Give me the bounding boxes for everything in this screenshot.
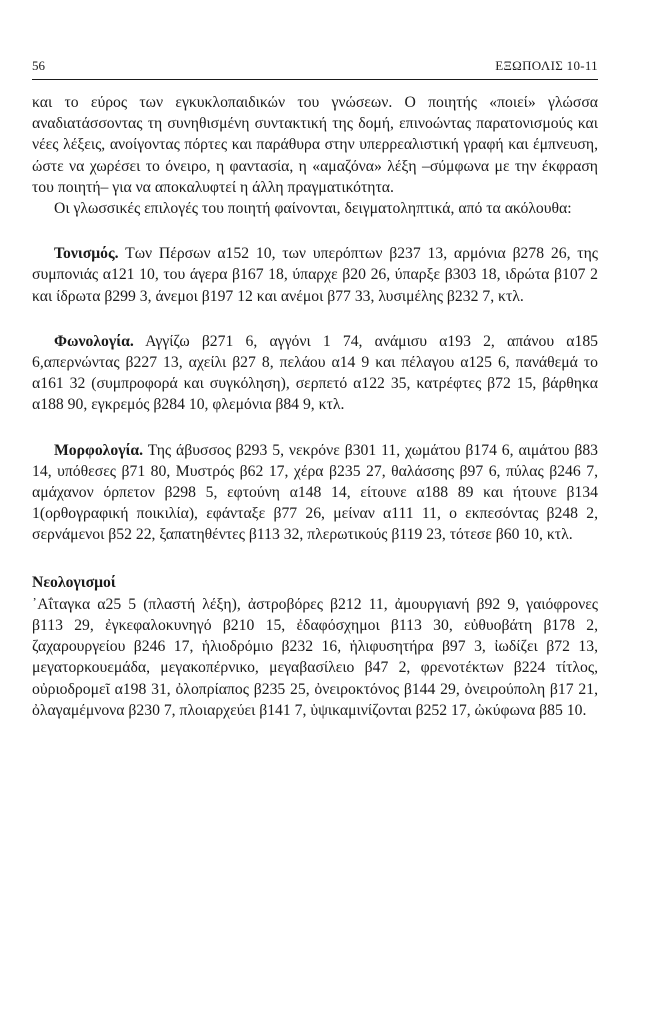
intro-paragraph: και το εύρος των εγκυκλοπαιδικών του γνώσεων. Ο ποιητής «ποιεί» γλώσσα αναδιατάσσοντας τη συνηθισμένη συντακτική της δομή, επινοώντας παρατονισμούς και νέες λέξεις, ανοίγοντας πόρτες και παράθυρα στην υπερρεαλιστική γραφή και έμπνευση, ώστε να χωρέσει το όνειρο, η φαντασία, η «αμαζόνα» λέξη –σύμφωνα με την έκφραση του ποιητή– για να αποκαλυφτεί η άλλη πραγματικότητα. bbox=[32, 94, 598, 196]
section-heading-tonismos: Τονισμός. bbox=[54, 245, 119, 263]
section-tonismos bbox=[32, 243, 598, 307]
section-fonologia bbox=[32, 331, 598, 416]
section-heading-neologismoi: Νεολογισμοί bbox=[32, 573, 116, 591]
running-header bbox=[32, 58, 598, 80]
section-heading-fonologia: Φωνολογία. bbox=[54, 332, 134, 350]
intro-paragraph-2: Οι γλωσσικές επιλογές του ποιητή φαίνονται, δειγματοληπτικά, από τα ακόλουθα: bbox=[54, 200, 572, 218]
section-body-tonismos: Των Πέρσων α152 10, των υπερόπτων β237 13, αρμόνια β278 26, της συμπονιάς α121 10, του άγερα β167 18, ύπαρχε β20 26, ύπαρξε β303 18, ιδρώτα β107 2 και ίδρωτα β299 3, άνεμοι β197 12 και ανέμοι β77 33, λυσιμέλης β232 7, κτλ. bbox=[32, 245, 599, 305]
page-body bbox=[32, 92, 598, 721]
section-heading-morfologia: Μορφολογία. bbox=[54, 441, 144, 459]
page-number: 56 bbox=[32, 58, 45, 73]
document-page bbox=[32, 58, 598, 721]
section-body-fonologia: Αγγίζω β271 6, αγγόνι 1 74, ανάμισυ α193 2, απάνου α185 6,απερνώντας β227 13, αχείλι β27 8, πελάου α14 9 και πέλαγου α125 6, πανάθεμά το α161 32 (συμπροφορά και συγκόληση), σερπετό α122 35, κατρέφτες β72 15, βάρθηκα α188 90, εγκρεμός β284 10, φλεμόνια β84 9, κτλ. bbox=[32, 332, 599, 414]
journal-title: ΕΞΩΠΟΛΙΣ 10-11 bbox=[495, 58, 598, 73]
section-body-morfologia: Της άβυσσος β293 5, νεκρόνε β301 11, χωμάτου β174 6, αιμάτου β83 14, υπόθεσες β71 80, Μυστρός β62 17, χέρα β235 27, θαλάσσης β97 6, πύλας β246 7, αμάχανον όρπετον β298 5, εφτούνη α148 14, είτουνε α188 89 και ήτουνε β134 1(ορθογραφική ποικιλία), εφάνταξε β77 26, μείναν α111 11, ο εκπεσόντας β248 2, σερνάμενοι β52 22, ξαπατηθέντες β113 32, πλερωτικούς β119 23, τότεσε β60 10, κτλ. bbox=[32, 441, 599, 544]
section-morfologia bbox=[32, 440, 598, 546]
section-body-neologismoi: ᾿Αΐταγκα α25 5 (πλαστή λέξη), ἀστροβόρες β212 11, ἀμουργιανή β92 9, γαιόφρονες β113 29, ἐγκεφαλοκυνηγό β210 15, ἐδαφόσχημοι β113 30, εὐθυοβάτη β178 2, ζαχαρουργείου β246 17, ἡλιοδρόμιο β232 16, ἡλιφυσητήρα β97 3, ἰωδίζει β72 13, μεγατορκουεμάδα, μεγακοπέρνικο, μεγαβασίλειο β47 2, φρενοτέκτων β224 τίτλος, οὐριοδρομεῖ α198 31, ὀλοπρίαπος β235 25, ὀνειροκτόνος β144 29, ὀνειρούπολη β17 21, ὀλαγαμέμνονα β230 7, πλοιαρχεύει β141 7, ὑψικαμινίζονται β252 17, ὠκύφωνα β85 10. bbox=[32, 595, 598, 719]
